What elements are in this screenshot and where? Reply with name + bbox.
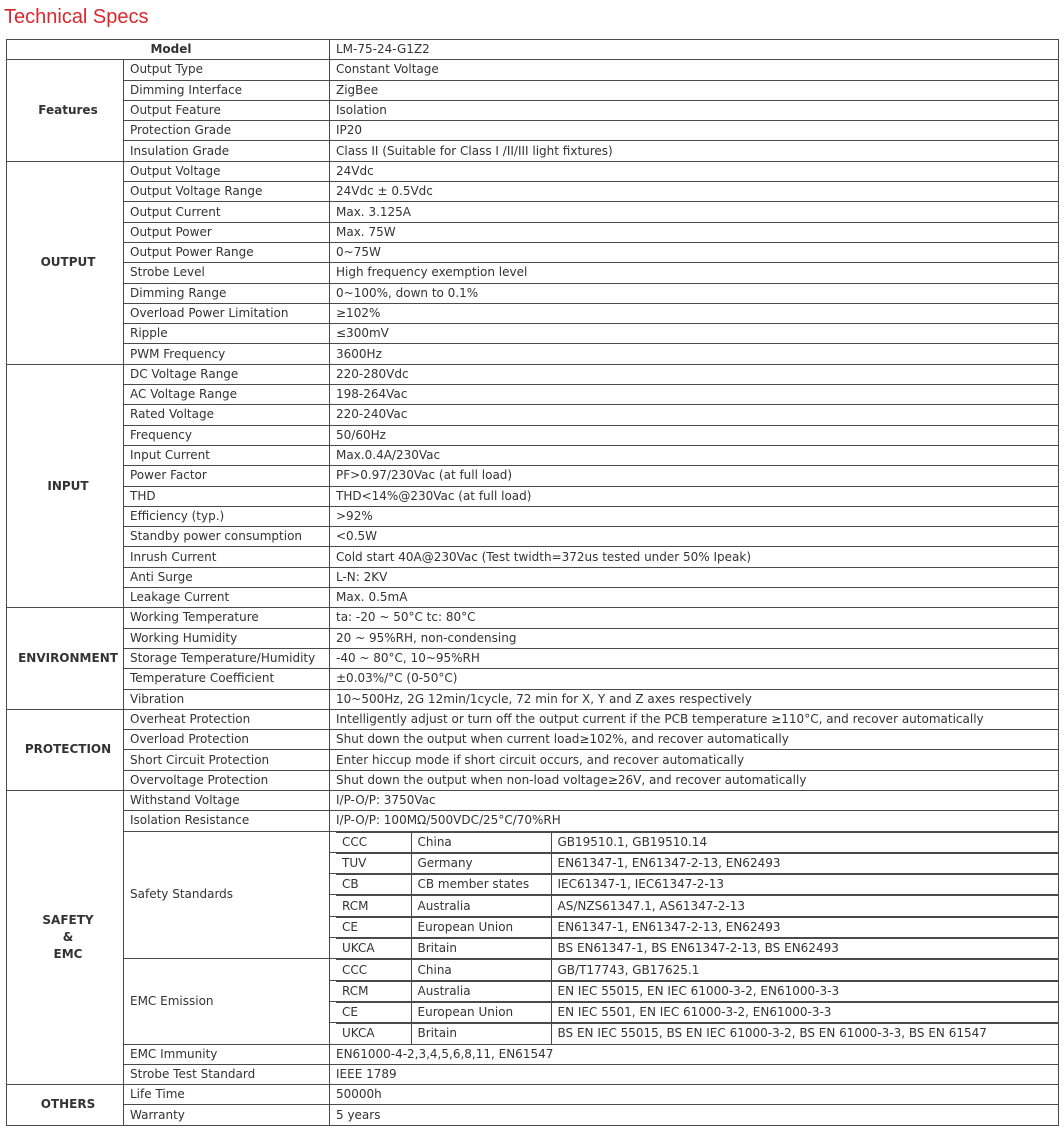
spec-value: Isolation xyxy=(330,100,1059,120)
spec-row xyxy=(7,141,1059,161)
spec-name: Life Time xyxy=(124,1085,330,1105)
spec-name: Power Factor xyxy=(124,466,330,486)
spec-value: Constant Voltage xyxy=(330,60,1059,80)
spec-name: Isolation Resistance xyxy=(124,811,330,831)
spec-name: Output Type xyxy=(124,60,330,80)
spec-value: -40 ~ 80°C, 10~95%RH xyxy=(330,648,1059,668)
cert-region: European Union xyxy=(411,1002,551,1022)
standards-subtable xyxy=(336,832,1058,852)
cert-mark: RCM xyxy=(336,896,411,916)
standards-subtable xyxy=(336,1023,1058,1043)
spec-name: Dimming Range xyxy=(124,283,330,303)
spec-row xyxy=(7,466,1059,486)
cert-region: Germany xyxy=(411,853,551,873)
cert-mark: CCC xyxy=(336,832,411,852)
spec-row xyxy=(7,648,1059,668)
spec-name: Strobe Level xyxy=(124,263,330,283)
spec-value: 0~100%, down to 0.1% xyxy=(330,283,1059,303)
spec-value: 24Vdc ± 0.5Vdc xyxy=(330,182,1059,202)
standards-subtable xyxy=(336,981,1058,1001)
spec-row xyxy=(7,709,1059,729)
spec-value: IEEE 1789 xyxy=(330,1064,1059,1084)
spec-row xyxy=(7,324,1059,344)
spec-row xyxy=(7,831,1059,852)
spec-row xyxy=(7,405,1059,425)
section-label-features: Features xyxy=(7,60,124,161)
spec-name: Withstand Voltage xyxy=(124,790,330,810)
spec-value: ZigBee xyxy=(330,80,1059,100)
cert-region: European Union xyxy=(411,917,551,937)
section-label-others: OTHERS xyxy=(7,1085,124,1126)
spec-value: Shut down the output when current load≥102%, and recover automatically xyxy=(330,730,1059,750)
spec-name: Temperature Coefficient xyxy=(124,669,330,689)
section-label-line: & xyxy=(62,930,74,945)
standards-cell xyxy=(330,874,1059,895)
model-row xyxy=(7,40,1059,60)
spec-name: THD xyxy=(124,486,330,506)
spec-name: Output Voltage xyxy=(124,161,330,181)
spec-name: Standby power consumption xyxy=(124,527,330,547)
spec-row xyxy=(7,588,1059,608)
spec-value: Max. 75W xyxy=(330,222,1059,242)
standards-subtable xyxy=(336,938,1058,958)
section-label-output: OUTPUT xyxy=(7,161,124,364)
cert-standard: EN61347-1, EN61347-2-13, EN62493 xyxy=(551,853,1058,873)
spec-value: THD<14%@230Vac (at full load) xyxy=(330,486,1059,506)
cert-standard: BS EN61347-1, BS EN61347-2-13, BS EN62493 xyxy=(551,939,1058,959)
standards-cell xyxy=(330,980,1059,1001)
spec-name: Strobe Test Standard xyxy=(124,1064,330,1084)
spec-row xyxy=(7,1105,1059,1125)
spec-name: Output Power xyxy=(124,222,330,242)
spec-value: 50000h xyxy=(330,1085,1059,1105)
spec-value: L-N: 2KV xyxy=(330,567,1059,587)
cert-mark: CE xyxy=(336,917,411,937)
spec-value: ta: -20 ~ 50°C tc: 80°C xyxy=(330,608,1059,628)
spec-row xyxy=(7,1064,1059,1084)
spec-value: PF>0.97/230Vac (at full load) xyxy=(330,466,1059,486)
spec-value: Shut down the output when non-load voltage≥26V, and recover automatically xyxy=(330,770,1059,790)
cert-mark: CB xyxy=(336,875,411,895)
spec-row xyxy=(7,182,1059,202)
cert-mark: CE xyxy=(336,1002,411,1022)
spec-name: Efficiency (typ.) xyxy=(124,506,330,526)
spec-name: Overvoltage Protection xyxy=(124,770,330,790)
spec-row xyxy=(7,100,1059,120)
standards-cell xyxy=(330,959,1059,980)
standards-subtable xyxy=(336,917,1058,937)
standards-subtable xyxy=(336,1002,1058,1022)
standards-cell xyxy=(330,916,1059,937)
spec-row xyxy=(7,263,1059,283)
standards-row xyxy=(336,832,1058,852)
standards-subtable xyxy=(336,874,1058,894)
standards-row xyxy=(336,939,1058,959)
cert-mark: UKCA xyxy=(336,1024,411,1044)
spec-value: Max. 0.5mA xyxy=(330,588,1059,608)
spec-name: Overload Power Limitation xyxy=(124,303,330,323)
spec-name: Vibration xyxy=(124,689,330,709)
spec-value: 3600Hz xyxy=(330,344,1059,364)
spec-row xyxy=(7,506,1059,526)
spec-name: EMC Immunity xyxy=(124,1044,330,1064)
standards-row xyxy=(336,960,1058,980)
cert-region: CB member states xyxy=(411,875,551,895)
spec-value: Cold start 40A@230Vac (Test twidth=372us tested under 50% Ipeak) xyxy=(330,547,1059,567)
spec-value: ≥102% xyxy=(330,303,1059,323)
standards-cell xyxy=(330,895,1059,916)
spec-value: 0~75W xyxy=(330,242,1059,262)
section-label-line: EMC xyxy=(53,947,83,962)
spec-value: 5 years xyxy=(330,1105,1059,1125)
spec-name: Output Power Range xyxy=(124,242,330,262)
cert-standard: GB/T17743, GB17625.1 xyxy=(551,960,1058,980)
spec-name: Rated Voltage xyxy=(124,405,330,425)
spec-value: EN61000-4-2,3,4,5,6,8,11, EN61547 xyxy=(330,1044,1059,1064)
spec-row xyxy=(7,80,1059,100)
spec-row xyxy=(7,790,1059,810)
spec-name: Short Circuit Protection xyxy=(124,750,330,770)
standards-cell xyxy=(330,938,1059,959)
spec-name: AC Voltage Range xyxy=(124,385,330,405)
spec-value: 50/60Hz xyxy=(330,425,1059,445)
page-title: Technical Specs xyxy=(4,6,149,28)
spec-row xyxy=(7,567,1059,587)
cert-standard: IEC61347-1, IEC61347-2-13 xyxy=(551,875,1058,895)
cert-region: Australia xyxy=(411,896,551,916)
cert-region: Britain xyxy=(411,939,551,959)
spec-value: 24Vdc xyxy=(330,161,1059,181)
spec-name: Output Current xyxy=(124,202,330,222)
model-value: LM-75-24-G1Z2 xyxy=(330,40,1059,60)
spec-value: 220-280Vdc xyxy=(330,364,1059,384)
spec-row xyxy=(7,730,1059,750)
cert-standard: EN IEC 5501, EN IEC 61000-3-2, EN61000-3-3 xyxy=(551,1002,1058,1022)
spec-name: Overheat Protection xyxy=(124,709,330,729)
standards-row xyxy=(336,917,1058,937)
spec-row xyxy=(7,445,1059,465)
spec-name: Dimming Interface xyxy=(124,80,330,100)
model-label: Model xyxy=(7,40,330,60)
spec-row xyxy=(7,121,1059,141)
standards-row xyxy=(336,1024,1058,1044)
standards-cell xyxy=(330,831,1059,852)
spec-row xyxy=(7,344,1059,364)
section-label-environment: ENVIRONMENT xyxy=(7,608,124,709)
standards-row xyxy=(336,853,1058,873)
section-label-input: INPUT xyxy=(7,364,124,608)
spec-name: Ripple xyxy=(124,324,330,344)
standards-cell xyxy=(330,1001,1059,1022)
spec-value: <0.5W xyxy=(330,527,1059,547)
spec-row xyxy=(7,303,1059,323)
cert-standard: GB19510.1, GB19510.14 xyxy=(551,832,1058,852)
spec-row xyxy=(7,608,1059,628)
cert-standard: AS/NZS61347.1, AS61347-2-13 xyxy=(551,896,1058,916)
spec-value: ±0.03%/°C (0-50°C) xyxy=(330,669,1059,689)
spec-value: Max. 3.125A xyxy=(330,202,1059,222)
spec-value: Max.0.4A/230Vac xyxy=(330,445,1059,465)
spec-value: 10~500Hz, 2G 12min/1cycle, 72 min for X, Y and Z axes respectively xyxy=(330,689,1059,709)
spec-row xyxy=(7,1085,1059,1105)
spec-row xyxy=(7,385,1059,405)
standards-cell xyxy=(330,852,1059,873)
spec-row xyxy=(7,669,1059,689)
spec-name: Protection Grade xyxy=(124,121,330,141)
section-label-line: SAFETY xyxy=(42,913,94,928)
spec-name: Warranty xyxy=(124,1105,330,1125)
spec-name: Frequency xyxy=(124,425,330,445)
standards-row xyxy=(336,981,1058,1001)
spec-row xyxy=(7,283,1059,303)
spec-name: Overload Protection xyxy=(124,730,330,750)
spec-row xyxy=(7,242,1059,262)
spec-value: I/P-O/P: 3750Vac xyxy=(330,790,1059,810)
spec-value: Enter hiccup mode if short circuit occurs, and recover automatically xyxy=(330,750,1059,770)
spec-value: I/P-O/P: 100MΩ/500VDC/25°C/70%RH xyxy=(330,811,1059,831)
standards-row xyxy=(336,896,1058,916)
specs-table xyxy=(6,39,1059,1126)
standards-row xyxy=(336,1002,1058,1022)
spec-name: Output Feature xyxy=(124,100,330,120)
cert-mark: TUV xyxy=(336,853,411,873)
spec-row xyxy=(7,527,1059,547)
spec-name: Leakage Current xyxy=(124,588,330,608)
cert-region: Australia xyxy=(411,981,551,1001)
spec-row xyxy=(7,425,1059,445)
spec-row xyxy=(7,811,1059,831)
cert-mark: RCM xyxy=(336,981,411,1001)
spec-row xyxy=(7,161,1059,181)
spec-name: Output Voltage Range xyxy=(124,182,330,202)
spec-value: Class II (Suitable for Class I /II/III light fixtures) xyxy=(330,141,1059,161)
spec-row xyxy=(7,628,1059,648)
spec-row xyxy=(7,1044,1059,1064)
cert-region: Britain xyxy=(411,1024,551,1044)
spec-value: 220-240Vac xyxy=(330,405,1059,425)
spec-name: Safety Standards xyxy=(124,831,330,959)
spec-row xyxy=(7,770,1059,790)
spec-value: 198-264Vac xyxy=(330,385,1059,405)
section-label-protection: PROTECTION xyxy=(7,709,124,790)
spec-name: Storage Temperature/Humidity xyxy=(124,648,330,668)
spec-row xyxy=(7,689,1059,709)
cert-standard: EN IEC 55015, EN IEC 61000-3-2, EN61000-3-3 xyxy=(551,981,1058,1001)
spec-name: Inrush Current xyxy=(124,547,330,567)
spec-value: Intelligently adjust or turn off the output current if the PCB temperature ≥110°C, and recover automatically xyxy=(330,709,1059,729)
spec-row xyxy=(7,547,1059,567)
section-label-safety xyxy=(7,790,124,1084)
spec-row xyxy=(7,222,1059,242)
spec-value: ≤300mV xyxy=(330,324,1059,344)
spec-name: EMC Emission xyxy=(124,959,330,1044)
spec-row xyxy=(7,486,1059,506)
spec-name: Working Humidity xyxy=(124,628,330,648)
standards-cell xyxy=(330,1023,1059,1044)
spec-row xyxy=(7,60,1059,80)
standards-subtable xyxy=(336,895,1058,915)
spec-row xyxy=(7,202,1059,222)
standards-subtable xyxy=(336,959,1058,979)
cert-mark: CCC xyxy=(336,960,411,980)
spec-row xyxy=(7,750,1059,770)
spec-row xyxy=(7,959,1059,980)
spec-value: High frequency exemption level xyxy=(330,263,1059,283)
cert-standard: EN61347-1, EN61347-2-13, EN62493 xyxy=(551,917,1058,937)
spec-row xyxy=(7,364,1059,384)
cert-region: China xyxy=(411,960,551,980)
spec-value: 20 ~ 95%RH, non-condensing xyxy=(330,628,1059,648)
spec-name: Insulation Grade xyxy=(124,141,330,161)
spec-name: PWM Frequency xyxy=(124,344,330,364)
spec-name: Input Current xyxy=(124,445,330,465)
spec-value: IP20 xyxy=(330,121,1059,141)
spec-name: Anti Surge xyxy=(124,567,330,587)
spec-name: DC Voltage Range xyxy=(124,364,330,384)
spec-value: >92% xyxy=(330,506,1059,526)
cert-standard: BS EN IEC 55015, BS EN IEC 61000-3-2, BS EN 61000-3-3, BS EN 61547 xyxy=(551,1024,1058,1044)
cert-mark: UKCA xyxy=(336,939,411,959)
spec-name: Working Temperature xyxy=(124,608,330,628)
standards-subtable xyxy=(336,853,1058,873)
cert-region: China xyxy=(411,832,551,852)
standards-row xyxy=(336,875,1058,895)
